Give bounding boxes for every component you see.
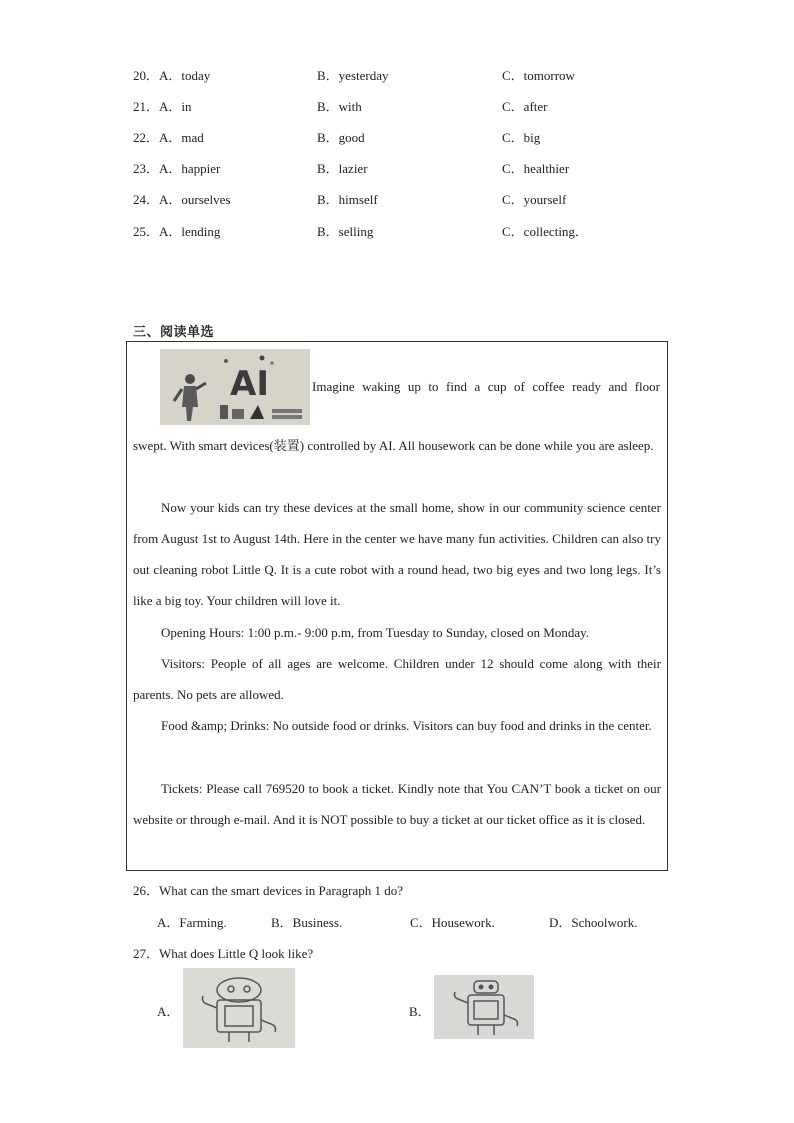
- question-number: 25．: [133, 224, 160, 239]
- passage-p4-visitors: Visitors: People of all ages are welcome. Children under 12 should come along with their parents. No pets are allowed.: [133, 656, 661, 702]
- question-number: 24．: [133, 192, 160, 207]
- q26-option-c: C．Housework.: [410, 915, 495, 930]
- option-c: C．yourself: [502, 192, 567, 207]
- option-c: C．big: [502, 130, 541, 145]
- option-b: B．selling: [317, 224, 374, 239]
- option-b: B．himself: [317, 192, 378, 207]
- option-a: A．in: [159, 99, 192, 114]
- passage-p1-rest: swept. With smart devices(装置) controlled by AI. All housework can be done while you are asleep.: [133, 438, 654, 453]
- ai-illustration: [160, 349, 310, 425]
- option-a: A．ourselves: [159, 192, 231, 207]
- option-c: C．collecting．: [502, 224, 588, 239]
- robot-picture-a: [183, 968, 295, 1048]
- option-a: A．mad: [159, 130, 204, 145]
- robot-a-icon: [183, 968, 295, 1048]
- question-number: 23．: [133, 161, 160, 176]
- q26-option-b: B．Business.: [271, 915, 343, 930]
- q26-option-a: A．Farming.: [157, 915, 227, 930]
- mc-row-25: [133, 222, 693, 242]
- option-b: B．lazier: [317, 161, 368, 176]
- mc-row-21: [133, 97, 693, 117]
- ai-illustration-svg: [160, 349, 310, 425]
- question-27-stem: 27．What does Little Q look like?: [133, 946, 314, 961]
- q26-option-d: D．Schoolwork.: [549, 915, 638, 930]
- mc-row-24: [133, 190, 693, 210]
- mc-row-22: [133, 128, 693, 148]
- option-a: A．today: [159, 68, 211, 83]
- passage-p5-food-drinks: Food &amp; Drinks: No outside food or drinks. Visitors can buy food and drinks in the center.: [161, 718, 652, 733]
- passage-p1-first-line: Imagine waking up to find a cup of coffee ready and floor: [312, 379, 660, 394]
- question-number: 22．: [133, 130, 160, 145]
- passage-p6-tickets: Tickets: Please call 769520 to book a ticket. Kindly note that You CAN’T book a ticket on our website or through e-mail. And it is NOT possible to buy a ticket at our ticket office as it is closed.: [133, 781, 661, 827]
- option-b: B．yesterday: [317, 68, 389, 83]
- section-title: 三、阅读单选: [133, 325, 215, 340]
- robot-b-icon: [434, 975, 534, 1039]
- option-b: B．good: [317, 130, 365, 145]
- option-a: A．lending: [159, 224, 221, 239]
- question-26-stem: 26．What can the smart devices in Paragraph 1 do?: [133, 883, 404, 898]
- q27-label-a: A．: [157, 1004, 180, 1019]
- question-number: 21．: [133, 99, 160, 114]
- mc-row-23: [133, 159, 693, 179]
- passage-p2: Now your kids can try these devices at the small home, show in our community science center from August 1st to August 14th. Here in the center we have many fun activities. Children can also try out cleaning robot Little Q. It is a cute robot with a round head, two big eyes and two long legs. It’s like a big toy. Your children will love it.: [133, 500, 661, 608]
- option-c: C．healthier: [502, 161, 570, 176]
- question-number: 20．: [133, 68, 160, 83]
- passage-p3-opening-hours: Opening Hours: 1:00 p.m.- 9:00 p.m, from Tuesday to Sunday, closed on Monday.: [161, 625, 590, 640]
- ai-logo-text: AI: [230, 364, 269, 404]
- q27-label-b: B．: [409, 1004, 431, 1019]
- robot-picture-b: [434, 975, 534, 1039]
- option-c: C．after: [502, 99, 548, 114]
- option-b: B．with: [317, 99, 362, 114]
- option-c: C．tomorrow: [502, 68, 575, 83]
- mc-row-20: [133, 66, 693, 86]
- option-a: A．happier: [159, 161, 221, 176]
